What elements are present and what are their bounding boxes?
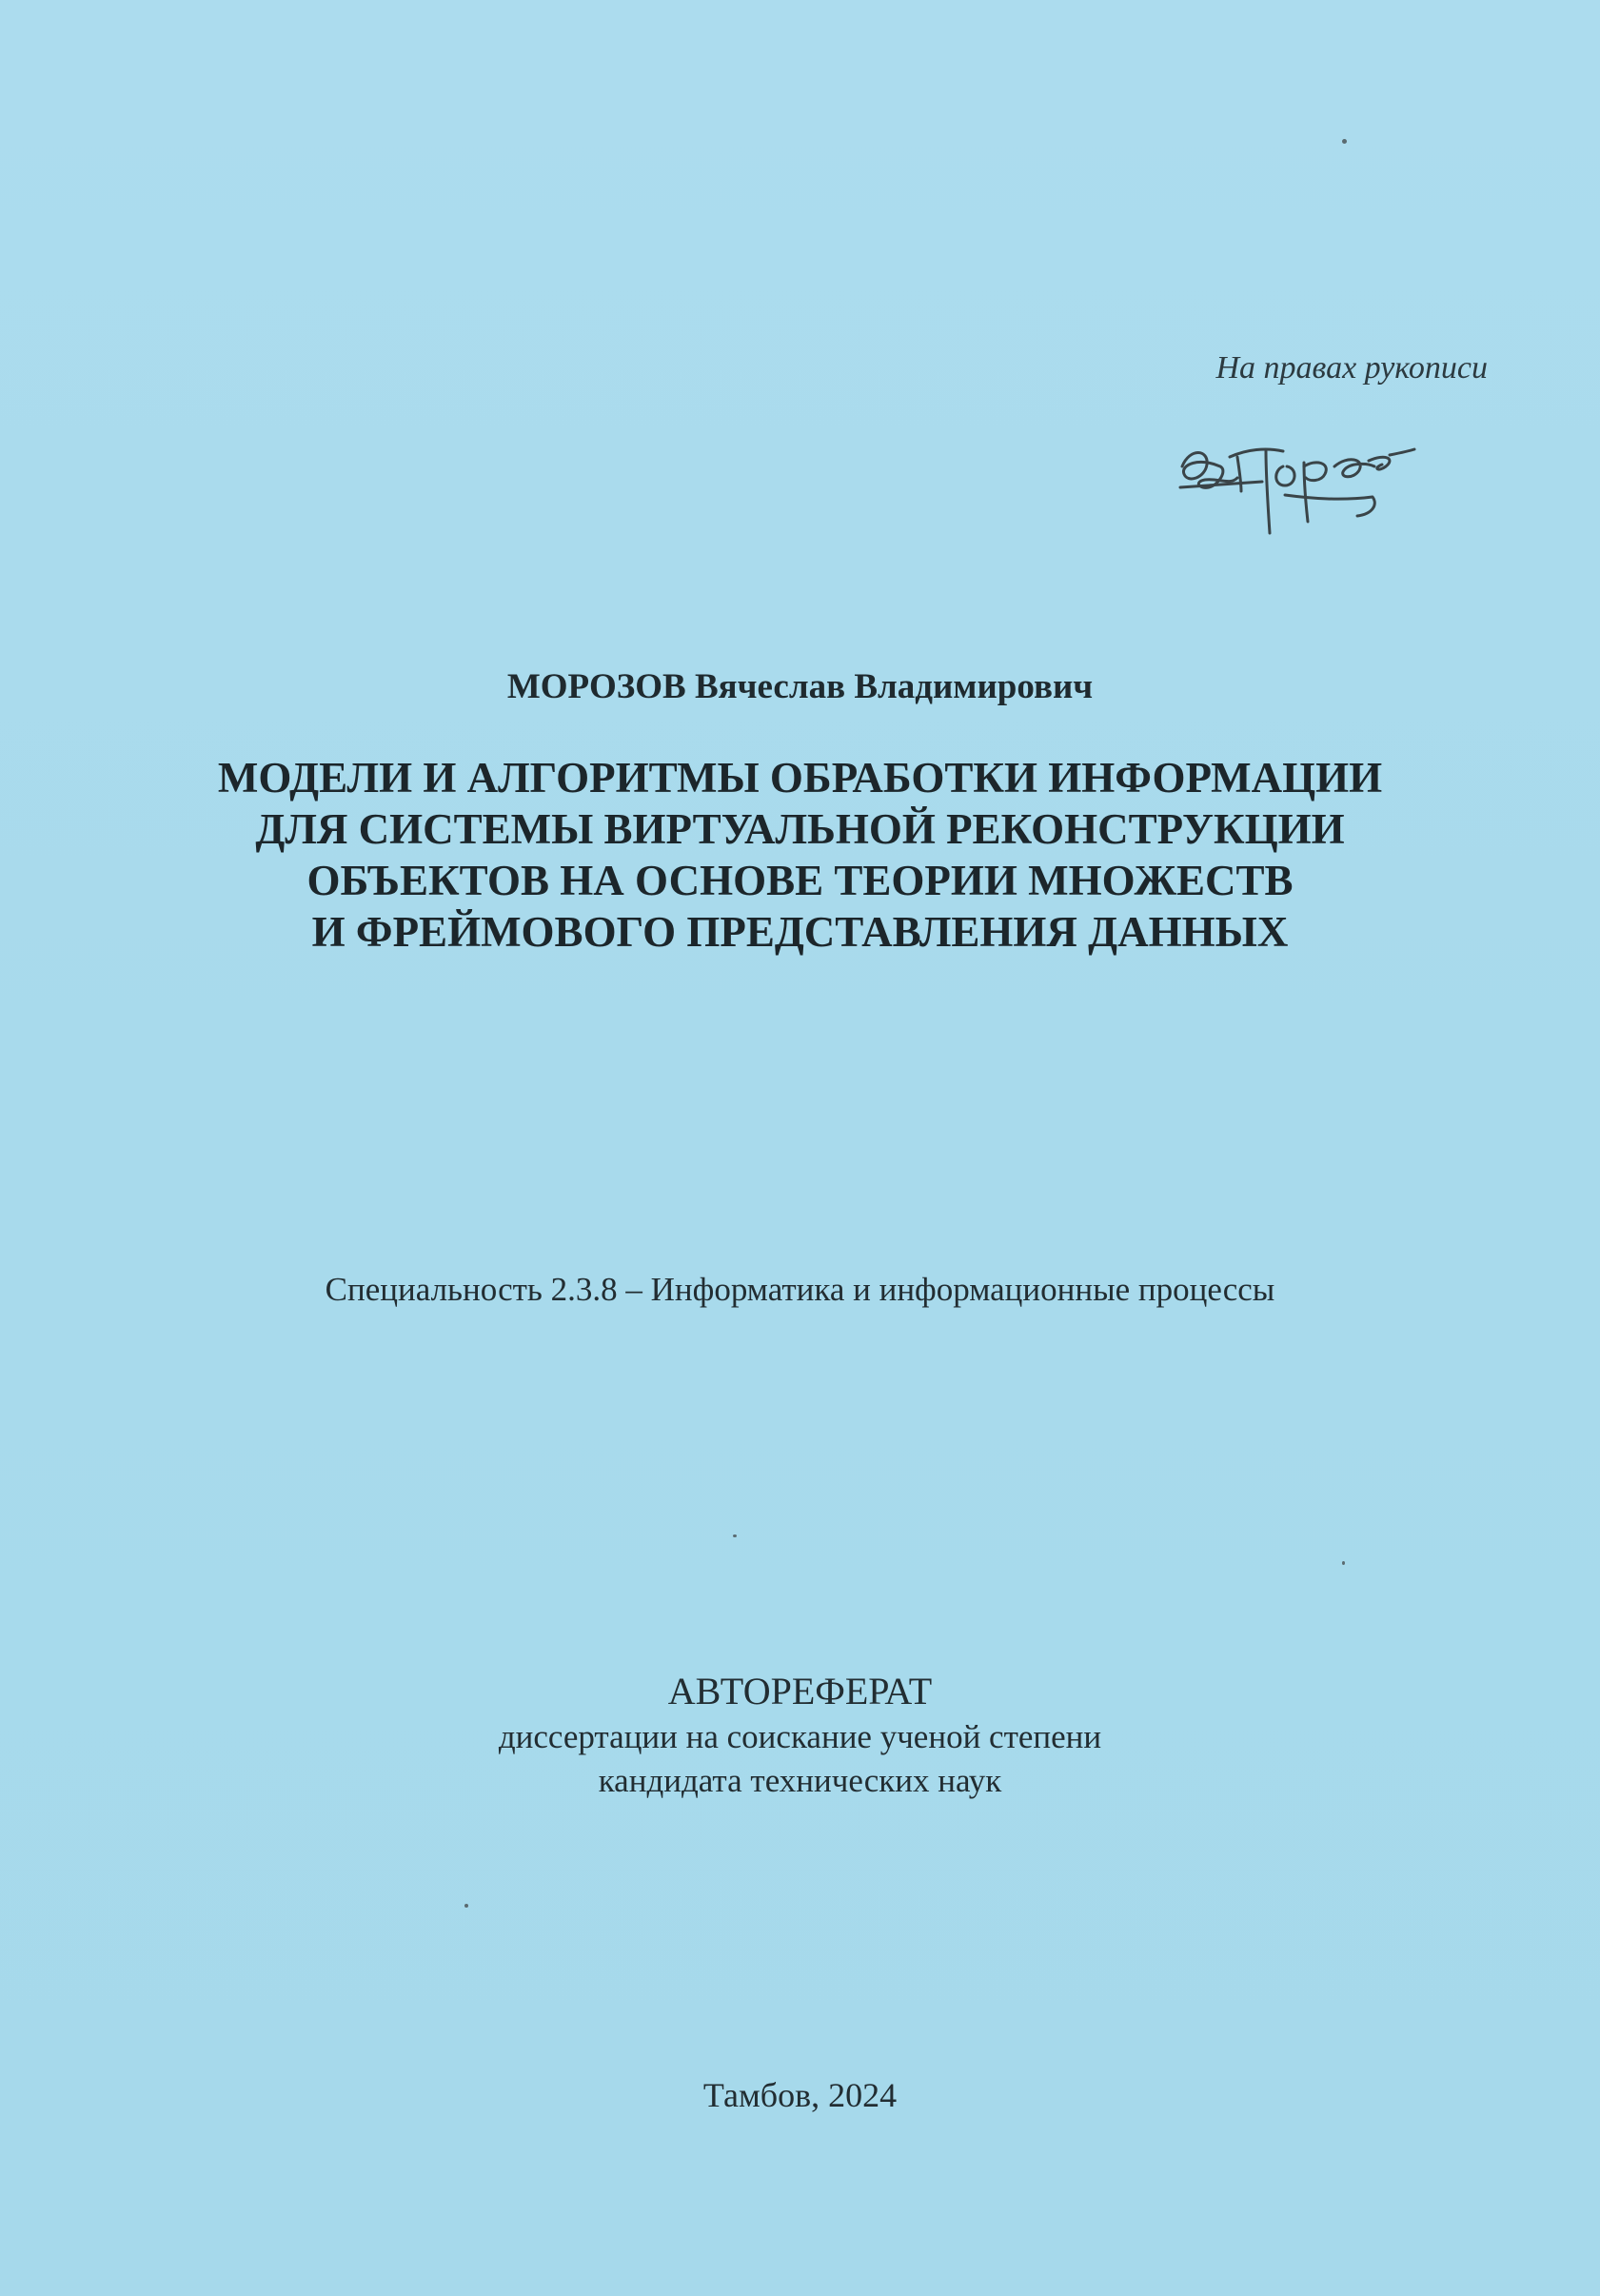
dissertation-title	[0, 752, 1600, 958]
title-line: ОБЪЕКТОВ НА ОСНОВЕ ТЕОРИИ МНОЖЕСТВ	[306, 857, 1294, 904]
author-name: МОРОЗОВ Вячеслав Владимирович	[506, 667, 1094, 706]
specialty-line: Специальность 2.3.8 – Информатика и информационные процессы	[325, 1271, 1275, 1308]
title-line: И ФРЕЙМОВОГО ПРЕДСТАВЛЕНИЯ ДАННЫХ	[311, 908, 1289, 956]
city-year: Тамбов, 2024	[702, 2076, 898, 2114]
paper-speck	[1342, 139, 1347, 144]
paper-speck	[464, 1904, 468, 1908]
title-line: ДЛЯ СИСТЕМЫ ВИРТУАЛЬНОЙ РЕКОНСТРУКЦИИ	[255, 805, 1345, 853]
abstract-line: диссертации на соискание ученой степени	[498, 1718, 1102, 1755]
abstract-block	[0, 1668, 1600, 1803]
handwritten-signature	[1171, 428, 1418, 543]
title-line: МОДЕЛИ И АЛГОРИТМЫ ОБРАБОТКИ ИНФОРМАЦИИ	[217, 754, 1383, 802]
abstract-heading: АВТОРЕФЕРАТ	[667, 1670, 933, 1712]
paper-speck	[1342, 1561, 1345, 1565]
rights-note: На правах рукописи	[1215, 350, 1488, 386]
abstract-line: кандидата технических наук	[598, 1762, 1002, 1799]
paper-speck	[733, 1534, 737, 1537]
